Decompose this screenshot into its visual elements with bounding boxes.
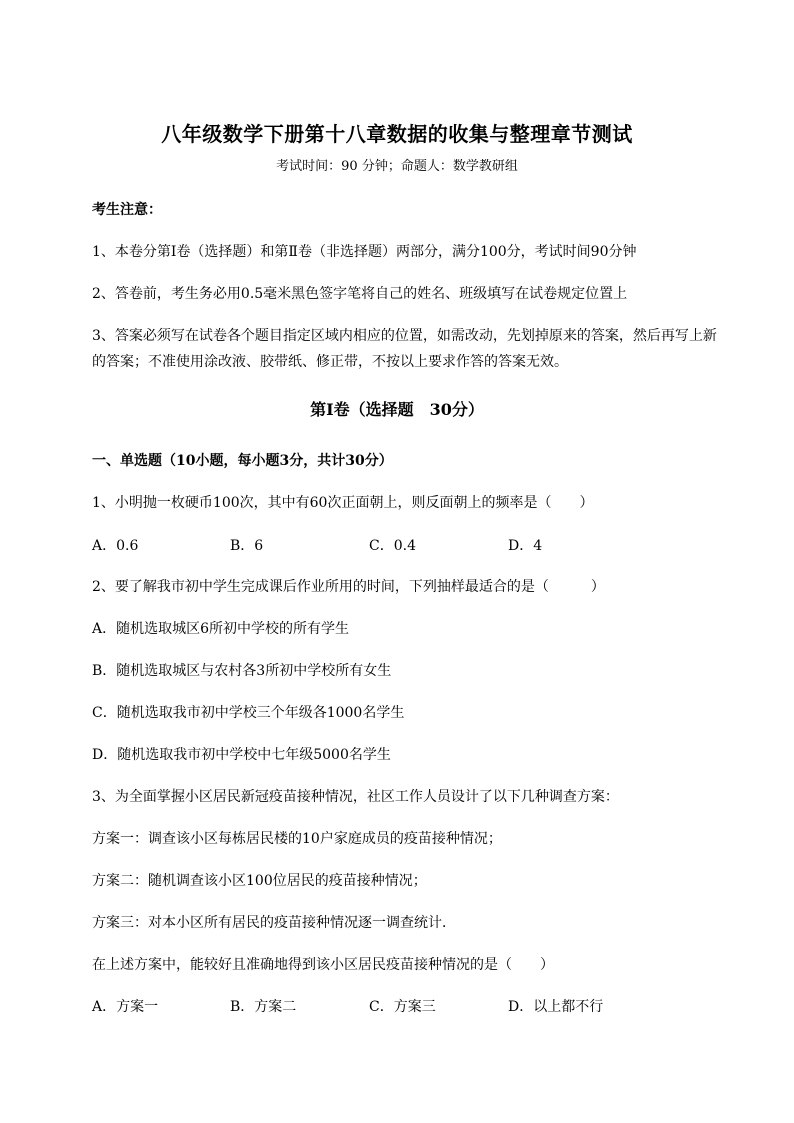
question-3-prompt: 在上述方案中，能较好且准确地得到该小区居民疫苗接种情况的是（ ）	[92, 957, 554, 973]
notice-item-2: 2、答卷前，考生务必用0.5毫米黑色签字笔将自己的姓名、班级填写在试卷规定位置上	[92, 286, 628, 302]
question-1-option-b: B．6	[230, 538, 264, 554]
question-1-option-c: C．0.4	[369, 538, 416, 554]
notice-item-3-continued: 的答案；不准使用涂改液、胶带纸、修正带，不按以上要求作答的答案无效。	[92, 354, 568, 370]
question-2-option-b: B．随机选取城区与农村各3所初中学校所有女生	[92, 663, 392, 679]
notice-item-3: 3、答案必须写在试卷各个题目指定区域内相应的位置，如需改动，先划掉原来的答案，然后再写上新	[92, 328, 717, 344]
exam-meta: 考试时间：90 分钟；命题人：数学教研组	[276, 159, 518, 174]
question-2-option-c: C．随机选取我市初中学校三个年级各1000名学生	[92, 705, 405, 721]
question-3-option-c: C．方案三	[369, 999, 436, 1015]
question-3-plan-2: 方案二：随机调查该小区100位居民的疫苗接种情况；	[92, 873, 427, 889]
section-title: 第Ⅰ卷（选择题 30分）	[310, 400, 484, 419]
part-heading: 一、单选题（10小题，每小题3分，共计30分）	[92, 453, 393, 469]
question-1-stem: 1、小明抛一枚硬币100次，其中有60次正面朝上，则反面朝上的频率是（ ）	[92, 495, 594, 511]
question-3-plan-3: 方案三：对本小区所有居民的疫苗接种情况逐一调查统计．	[92, 915, 456, 931]
question-3-plan-1: 方案一：调查该小区每栋居民楼的10户家庭成员的疫苗接种情况；	[92, 831, 502, 847]
question-3-option-b: B．方案二	[230, 999, 297, 1015]
question-2-option-a: A．随机选取城区6所初中学校的所有学生	[92, 621, 350, 637]
question-3-option-a: A．方案一	[92, 999, 159, 1015]
question-3-option-d: D．以上都不行	[508, 999, 604, 1015]
question-1-option-a: A．0.6	[92, 538, 139, 554]
notice-heading: 考生注意：	[92, 202, 162, 218]
question-2-stem: 2、要了解我市初中学生完成课后作业所用的时间，下列抽样最适合的是（ ）	[92, 579, 605, 595]
question-2-option-d: D．随机选取我市初中学校中七年级5000名学生	[92, 747, 391, 763]
page-title: 八年级数学下册第十八章数据的收集与整理章节测试	[161, 122, 633, 146]
question-3-stem: 3、为全面掌握小区居民新冠疫苗接种情况，社区工作人员设计了以下几种调查方案：	[92, 789, 619, 805]
notice-item-1: 1、本卷分第Ⅰ卷（选择题）和第Ⅱ卷（非选择题）两部分，满分100分，考试时间90分钟	[92, 244, 637, 260]
question-1-option-d: D．4	[508, 538, 543, 554]
